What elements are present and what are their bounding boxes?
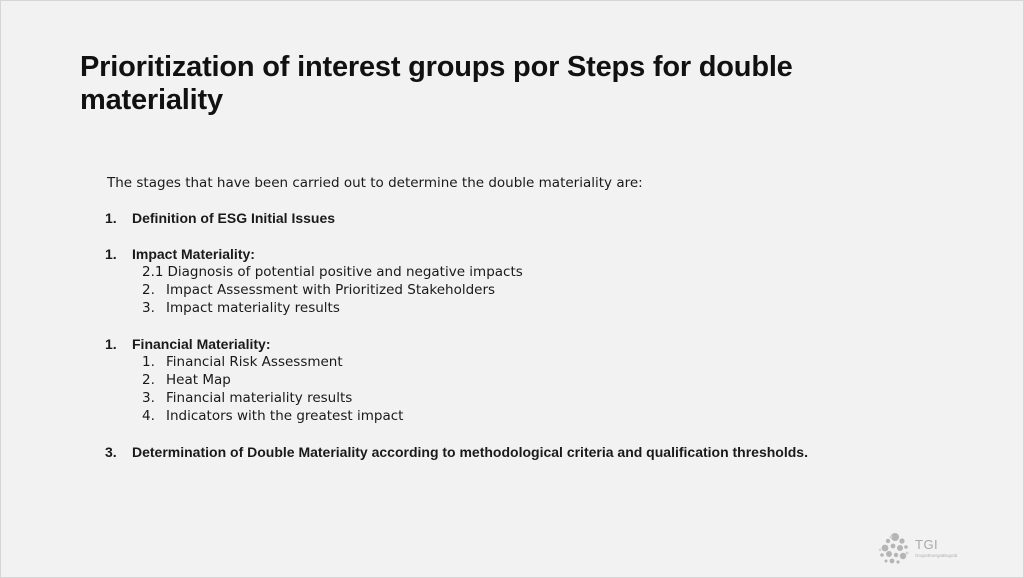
sub-step-number: 2.1 xyxy=(142,264,164,280)
stage-number: 3. xyxy=(105,444,117,460)
stage-label: Definition of ESG Initial Issues xyxy=(132,210,336,226)
stage-number: 1. xyxy=(105,210,117,226)
sub-step-number: 2. xyxy=(142,372,155,388)
logo-tagline: GrupoEnergiaBogotá xyxy=(915,553,958,558)
stage-item xyxy=(105,245,985,317)
slide-title: Prioritization of interest groups por Steps for double materiality xyxy=(80,51,793,116)
stage-number: 1. xyxy=(105,246,117,262)
stage-number: 1. xyxy=(105,336,117,352)
stage-item xyxy=(105,209,985,227)
sub-step-item xyxy=(105,353,985,371)
sub-step-text: Impact materiality results xyxy=(166,300,340,316)
sub-step-item xyxy=(105,263,985,281)
stage-heading xyxy=(105,443,985,461)
sub-step-text: Financial materiality results xyxy=(166,390,353,406)
sub-step-number: 3. xyxy=(142,390,155,406)
stage-heading xyxy=(105,245,985,263)
molecule-dots-icon xyxy=(877,531,913,567)
stage-label: Determination of Double Materiality according to methodological criteria and qualification thresholds. xyxy=(132,444,808,460)
company-logo xyxy=(877,531,987,567)
sub-step-item xyxy=(105,389,985,407)
stage-label: Impact Materiality: xyxy=(132,246,255,262)
sub-step-number: 4. xyxy=(142,408,155,424)
sub-step-number: 2. xyxy=(142,282,155,298)
stage-item xyxy=(105,335,985,425)
sub-step-number: 3. xyxy=(142,300,155,316)
sub-step-item xyxy=(105,281,985,299)
stage-item xyxy=(105,443,985,461)
stage-label: Financial Materiality: xyxy=(132,336,271,352)
stage-heading xyxy=(105,335,985,353)
stage-heading xyxy=(105,209,985,227)
sub-step-item xyxy=(105,371,985,389)
sub-step-number: 1. xyxy=(142,354,155,370)
logo-name: TGI xyxy=(915,537,939,552)
sub-step-text: Financial Risk Assessment xyxy=(166,354,343,370)
slide-content xyxy=(105,174,985,479)
sub-step-item xyxy=(105,299,985,317)
sub-step-item xyxy=(105,407,985,425)
sub-step-text: Diagnosis of potential positive and negative impacts xyxy=(167,264,523,280)
sub-step-text: Heat Map xyxy=(166,372,231,388)
sub-step-text: Impact Assessment with Prioritized Stakeholders xyxy=(166,282,496,298)
sub-step-text: Indicators with the greatest impact xyxy=(166,408,404,424)
sub-step-list xyxy=(105,353,985,425)
sub-step-list xyxy=(105,263,985,317)
intro-text: The stages that have been carried out to determine the double materiality are: xyxy=(107,175,643,191)
